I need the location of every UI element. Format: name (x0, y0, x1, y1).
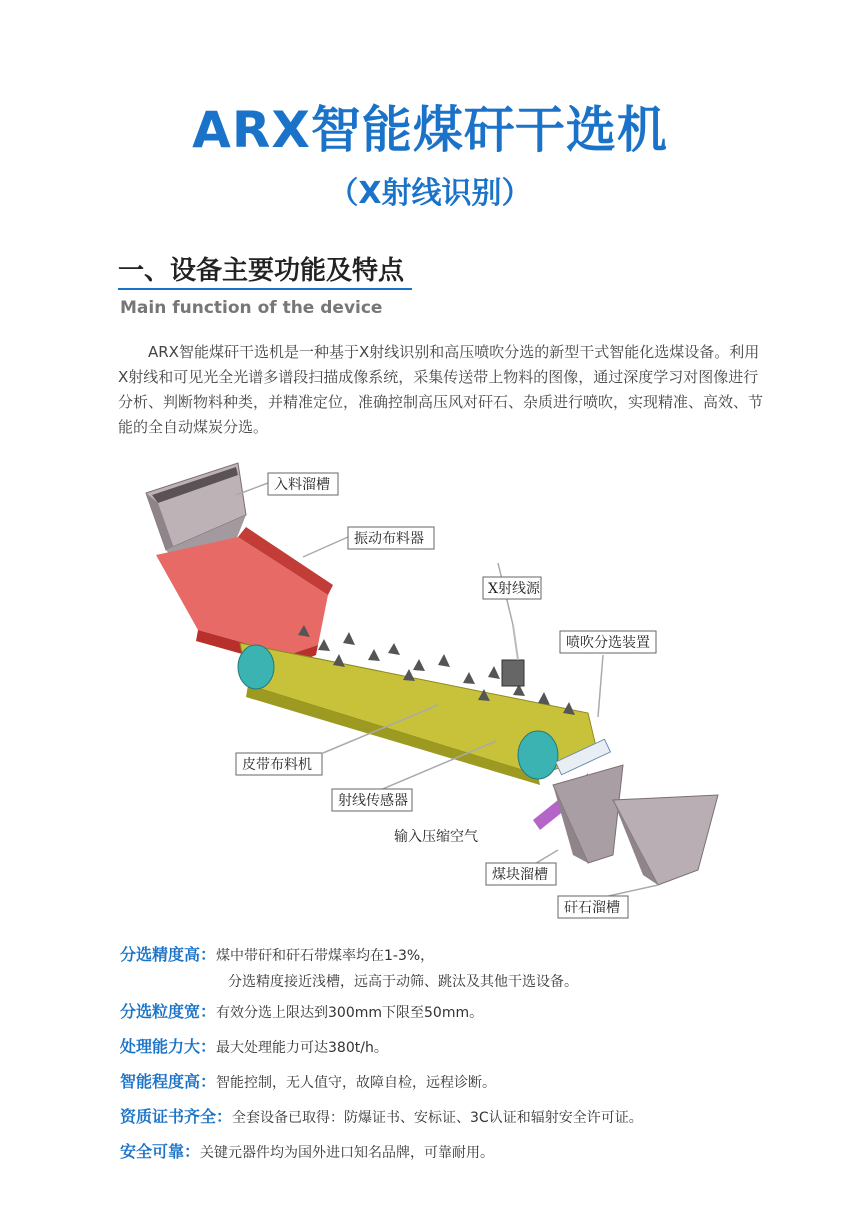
svg-text:喷吹分选装置: 喷吹分选装置 (566, 635, 650, 651)
page-subtitle: （X射线识别） (328, 176, 532, 211)
feature-row (120, 999, 760, 1026)
coal-chute-illustration (553, 765, 623, 863)
svg-text:振动布料器: 振动布料器 (354, 531, 424, 547)
label-belt-feeder (236, 753, 322, 775)
feature-key: 资质证书齐全： (120, 1107, 233, 1126)
feature-key: 分选精度高： (120, 945, 217, 964)
xray-source-illustration (502, 625, 524, 686)
feature-value-continued: 分选精度接近浅槽，远高于动筛、跳汰及其他干选设备。 (228, 974, 578, 990)
section-subtitle-en: Main function of the device (120, 298, 383, 318)
label-blowing-device (560, 631, 656, 653)
label-vibrating-feeder (348, 527, 434, 549)
label-feed-chute (268, 473, 338, 495)
feature-key: 分选粒度宽： (120, 1002, 217, 1021)
feature-row (120, 1069, 760, 1096)
feature-row (120, 1139, 760, 1166)
section-divider (118, 288, 412, 290)
page-title: ARX智能煤矸干选机 (192, 101, 668, 159)
svg-text:入料溜槽: 入料溜槽 (274, 477, 330, 493)
label-gangue-chute (558, 896, 628, 918)
label-ray-sensor (332, 789, 412, 811)
label-xray-source (483, 577, 541, 599)
equipment-diagram (118, 455, 738, 925)
section-title: 一、设备主要功能及特点 (118, 256, 405, 286)
label-compressed-air (394, 828, 478, 845)
svg-text:X射线源: X射线源 (488, 581, 540, 597)
feature-value: 有效分选上限达到300mm下限至50mm。 (216, 1005, 484, 1021)
features-list (120, 942, 760, 1174)
svg-text:输入压缩空气: 输入压缩空气 (394, 829, 478, 845)
feature-row (120, 1104, 760, 1131)
feature-row (120, 1034, 760, 1061)
feature-value: 关键元器件均为国外进口知名品牌，可靠耐用。 (200, 1145, 495, 1161)
feature-value: 最大处理能力可达380t/h。 (216, 1040, 388, 1056)
feature-key: 处理能力大： (120, 1037, 217, 1056)
feature-key: 智能程度高： (120, 1072, 217, 1091)
feature-value: 煤中带矸和矸石带煤率均在1-3%， (216, 948, 435, 964)
feature-row (120, 942, 760, 969)
feature-key: 安全可靠： (120, 1142, 201, 1161)
gangue-chute-illustration (613, 795, 718, 885)
intro-paragraph: ARX智能煤矸干选机是一种基于X射线识别和高压喷吹分选的新型干式智能化选煤设备。利用X射线和可见光全光谱多谱段扫描成像系统，采集传送带上物料的图像，通过深度学习对图像进行分析、判断物料种类，并精准定位，准确控制高压风对矸石、杂质进行喷吹，实现精准、高效、节能的全自动煤炭分选。 (118, 343, 764, 436)
svg-text:煤块溜槽: 煤块溜槽 (492, 867, 548, 883)
feature-value: 全套设备已取得：防爆证书、安标证、3C认证和辐射安全许可证。 (232, 1110, 643, 1126)
feature-value: 智能控制，无人值守，故障自检，远程诊断。 (216, 1075, 497, 1091)
label-coal-chute (486, 863, 556, 885)
svg-text:射线传感器: 射线传感器 (338, 793, 408, 809)
svg-text:皮带布料机: 皮带布料机 (242, 757, 312, 773)
svg-text:矸石溜槽: 矸石溜槽 (564, 900, 620, 916)
